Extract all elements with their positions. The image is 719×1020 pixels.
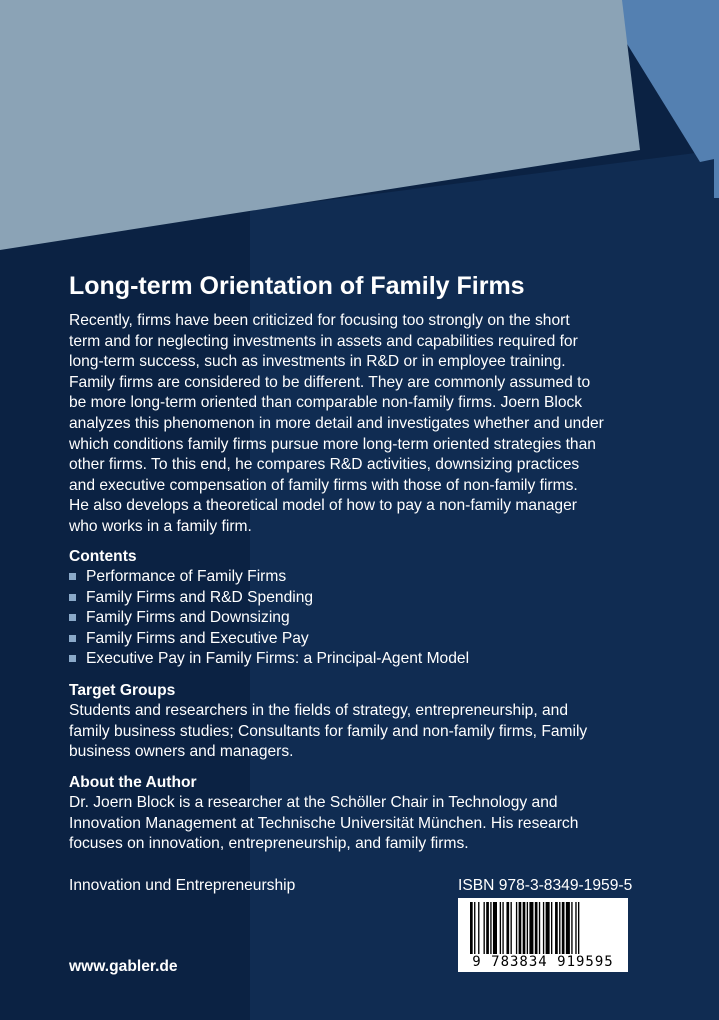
target-groups-heading: Target Groups [69, 682, 176, 699]
barcode-bar [506, 902, 509, 954]
barcode-number: 9 783834 919595 [472, 954, 614, 970]
barcode-bar [511, 902, 512, 954]
summary-line: who works in a family firm. [69, 517, 252, 535]
summary-line: Family firms are considered to be different. They are commonly assumed to [69, 373, 591, 391]
summary-line: be more long-term oriented than comparable non-family firms. Joern Block [69, 394, 583, 412]
barcode-bar [484, 902, 485, 954]
barcode-bar [516, 902, 517, 954]
barcode-bar [527, 902, 528, 954]
about-author-text [69, 793, 669, 855]
list-item-label: Performance of Family Firms [86, 568, 287, 585]
barcode-bar [539, 902, 540, 954]
target-groups-text [69, 701, 669, 763]
barcode-bar [535, 902, 538, 954]
list-item [69, 588, 469, 609]
series-name: Innovation und Entrepreneurship [69, 877, 296, 894]
target-groups-line: business owners and managers. [69, 743, 294, 761]
barcode-bar [493, 902, 497, 954]
barcode-bar [502, 902, 503, 954]
barcode-bar [578, 902, 579, 954]
about-author-heading: About the Author [69, 774, 197, 791]
barcode-bar [478, 902, 479, 954]
barcode-bar [474, 902, 475, 954]
about-author-line: Innovation Management at Technische Universität München. His research [69, 814, 579, 832]
summary-line: He also develops a theoretical model of how to pay a non-family manager [69, 497, 577, 515]
barcode-bar [486, 902, 489, 954]
summary-line: which conditions family firms pursue more long-term oriented strategies than [69, 435, 596, 453]
list-item [69, 629, 469, 650]
isbn-label: ISBN 978-3-8349-1959-5 [458, 877, 633, 894]
barcode-bar [523, 902, 526, 954]
barcode-bar [543, 902, 544, 954]
barcode-bar [519, 902, 522, 954]
list-item [69, 608, 469, 629]
barcode-bar [562, 902, 565, 954]
summary-line: Recently, firms have been criticized for focusing too strongly on the short [69, 312, 570, 329]
barcode-bar [571, 902, 572, 954]
list-item-label: Family Firms and Downsizing [86, 609, 290, 627]
list-item [69, 649, 469, 670]
target-groups-line: Students and researchers in the fields of strategy, entrepreneurship, and [69, 702, 569, 719]
square-bullet-icon [69, 614, 76, 621]
barcode-bar [551, 902, 552, 954]
contents-heading: Contents [69, 548, 137, 565]
barcode-bar [575, 902, 576, 954]
summary-line: analyzes this phenomenon in more detail and investigates whether and under [69, 414, 604, 432]
barcode-bar [559, 902, 560, 954]
barcode-bar [546, 902, 550, 954]
square-bullet-icon [69, 655, 76, 662]
contents-list [69, 567, 469, 670]
summary-line: long-term success, such as investments in R&D or in employee training. [69, 353, 566, 371]
book-title: Long-term Orientation of Family Firms [69, 272, 525, 300]
book-summary [69, 311, 649, 538]
list-item [69, 567, 469, 588]
barcode-bar [529, 902, 533, 954]
barcode-bar [500, 902, 501, 954]
barcode [458, 898, 628, 972]
barcode-bar [566, 902, 570, 954]
square-bullet-icon [69, 635, 76, 642]
summary-line: term and for neglecting investments in assets and capabilities required for [69, 332, 578, 350]
barcode-bar [470, 902, 473, 954]
target-groups-line: family business studies; Consultants for family and non-family firms, Family [69, 722, 588, 740]
square-bullet-icon [69, 594, 76, 601]
edge-tab [714, 158, 719, 198]
square-bullet-icon [69, 573, 76, 580]
summary-line: and executive compensation of family firms with those of non-family firms. [69, 476, 578, 494]
about-author-line: focuses on innovation, entrepreneurship, and family firms. [69, 835, 469, 853]
list-item-label: Family Firms and R&D Spending [86, 588, 314, 606]
barcode-bar [490, 902, 491, 954]
list-item-label: Executive Pay in Family Firms: a Principal-Agent Model [86, 650, 470, 668]
summary-line: other firms. To this end, he compares R&D activities, downsizing practices [69, 456, 580, 474]
about-author-line: Dr. Joern Block is a researcher at the Schöller Chair in Technology and [69, 794, 558, 811]
barcode-bar [555, 902, 558, 954]
list-item-label: Family Firms and Executive Pay [86, 629, 309, 647]
publisher-website[interactable]: www.gabler.de [69, 958, 178, 975]
